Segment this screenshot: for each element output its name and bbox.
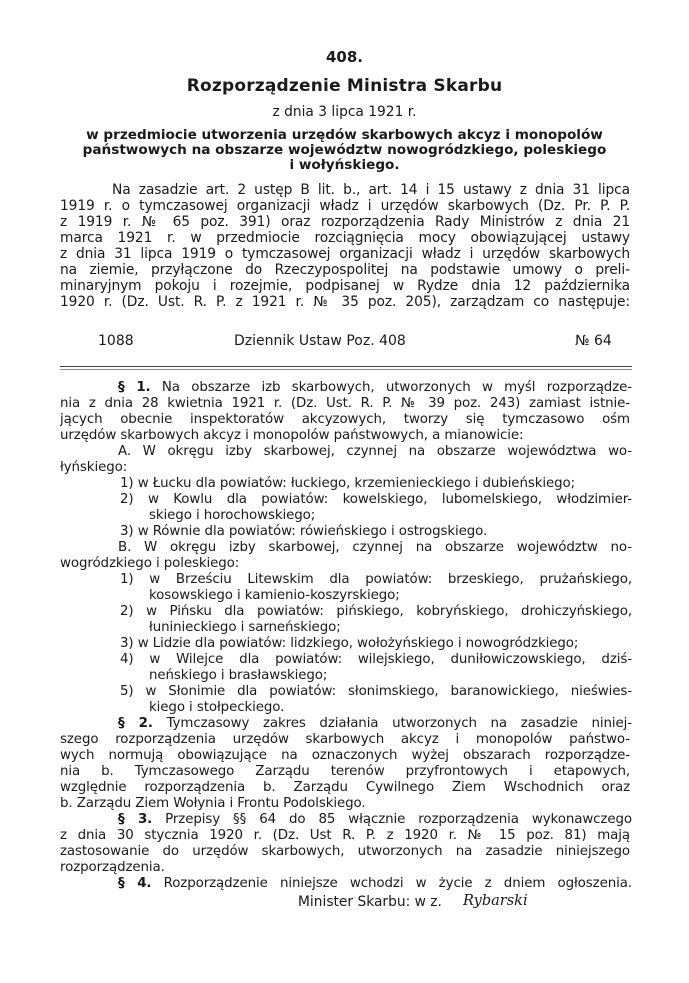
list-item: 3) w Lidzie dla powiatów: lidzkiego, wołożyńskiego i nowogródzkiego; bbox=[120, 636, 579, 651]
body-line: b. Zarządu Ziem Wołynia i Frontu Podolskiego. bbox=[60, 796, 366, 811]
preamble-line: z dnia 31 lipca 1919 o tymczasowej organizacji władz i urzędów skarbowych bbox=[60, 246, 630, 262]
preamble-line: Na zasadzie art. 2 ustęp B lit. b., art. 14 i 15 ustawy z dnia 31 lipca bbox=[112, 182, 630, 198]
section-marker: § 1. bbox=[118, 380, 151, 395]
body-line: zastosowanie do urzędów skarbowych, utworzonych na zasadzie niniejszego bbox=[60, 844, 630, 859]
preamble-line: na ziemie, przyłączone do Rzeczypospolitej na podstawie umowy o preli- bbox=[60, 262, 630, 278]
header-journal-title: Dziennik Ustaw Poz. 408 bbox=[234, 333, 406, 349]
body-line: jących obecnie inspektoratów akcyzowych, tworzy się tymczasowo ośm bbox=[60, 412, 630, 427]
regulation-title: Rozporządzenie Ministra Skarbu bbox=[186, 76, 503, 96]
list-item-continuation: skiego i horochowskiego; bbox=[149, 508, 316, 523]
preamble-line: marca 1921 r. w przedmiocie rozciągnięcia mocy obowiązującej ustawy bbox=[60, 230, 630, 246]
body-line: wych normują obowiązujące na oznaczonych wyżej obszarach rozporządze- bbox=[60, 748, 630, 763]
body-line: A. W okręgu izby skarbowej, czynnej na obszarze województwa wo- bbox=[118, 444, 632, 459]
body-line: łyńskiego: bbox=[60, 460, 128, 475]
list-item-continuation: kiego i stołpeckiego. bbox=[149, 700, 285, 715]
body-line: urzędów skarbowych akcyz i monopolów państwowych, a mianowicie: bbox=[60, 428, 524, 443]
preamble-line: z 1919 r. № 65 poz. 391) oraz rozporządzenia Rady Ministrów z dnia 21 bbox=[60, 214, 630, 230]
preamble-line: 1919 r. o tymczasowej organizacji władz i urzędów skarbowych (Dz. Pr. P. P. bbox=[60, 198, 630, 214]
list-item: 2) w Pińsku dla powiatów: pińskiego, kobryńskiego, drohiczyńskiego, bbox=[120, 604, 632, 619]
subject-line-2: państwowych na obszarze województw nowogródzkiego, poleskiego bbox=[82, 142, 607, 158]
header-page-number: 1088 bbox=[98, 333, 134, 349]
list-item: 2) w Kowlu dla powiatów: kowelskiego, lubomelskiego, włodzimier- bbox=[120, 492, 632, 507]
header-rule bbox=[60, 366, 632, 367]
list-item: 1) w Łucku dla powiatów: łuckiego, krzemienieckiego i dubieńskiego; bbox=[120, 476, 576, 491]
body-line: B. W okręgu izby skarbowej, czynnej na obszarze województw no- bbox=[118, 540, 632, 555]
body-line: wogródzkiego i poleskiego: bbox=[60, 556, 240, 571]
list-item: 1) w Brześciu Litewskim dla powiatów: brzeskiego, prużańskiego, bbox=[120, 572, 632, 587]
signature-name: Rybarski bbox=[463, 893, 528, 909]
body-line: z dnia 30 stycznia 1920 r. (Dz. Ust R. P. z 1920 r. № 15 poz. 81) mają bbox=[60, 828, 630, 843]
section-marker: § 3. bbox=[118, 812, 153, 827]
body-line: § 2. Tymczasowy zakres działania utworzonych na zasadzie niniej- bbox=[118, 716, 632, 731]
subject-line-1: w przedmiocie utworzenia urzędów skarbowych akcyz i monopolów bbox=[86, 127, 603, 143]
body-line: § 3. Przepisy §§ 64 do 85 włącznie rozporządzenia wykonawczego bbox=[118, 812, 632, 827]
list-item: 4) w Wilejce dla powiatów: wilejskiego, duniłowiczowskiego, dziś- bbox=[120, 652, 632, 667]
preamble-line: minaryjnym pokoju i rozejmie, podpisanej w Rydze dnia 12 października bbox=[60, 278, 630, 294]
section-marker: § 4. bbox=[118, 876, 152, 891]
list-item-continuation: kosowskiego i kamienio-koszyrskiego; bbox=[149, 588, 400, 603]
body-line: względnie rozporządzenia b. Zarządu Cywilnego Ziem Wschodnich oraz bbox=[60, 780, 630, 795]
body-line: nia z dnia 28 kwietnia 1921 r. (Dz. Ust. R. P. № 39 poz. 243) zamiast istnie- bbox=[60, 396, 630, 411]
body-line: § 4. Rozporządzenie niniejsze wchodzi w życie z dniem ogłoszenia. bbox=[118, 876, 632, 891]
section-marker: § 2. bbox=[118, 716, 153, 731]
body-line: szego rozporządzenia urzędów skarbowych akcyz i monopolów państwo- bbox=[60, 732, 630, 747]
body-line: rozporządzenia. bbox=[60, 860, 165, 875]
body-line: nia b. Tymczasowego Zarządu terenów przyfrontowych i etapowych, bbox=[60, 764, 630, 779]
signature-role: Minister Skarbu: w z. bbox=[298, 894, 442, 910]
preamble-line: 1920 r. (Dz. Ust. R. P. z 1921 r. № 35 poz. 205), zarządzam co następuje: bbox=[60, 294, 630, 310]
regulation-date: z dnia 3 lipca 1921 r. bbox=[272, 104, 417, 120]
body-line: § 1. Na obszarze izb skarbowych, utworzonych w myśl rozporządze- bbox=[118, 380, 632, 395]
list-item: 5) w Słonimie dla powiatów: słonimskiego, baranowickiego, nieświes- bbox=[120, 684, 632, 699]
page-number: 408. bbox=[325, 48, 363, 66]
list-item-continuation: neńskiego i brasławskiego; bbox=[149, 668, 328, 683]
list-item-continuation: łuninieckiego i sarneńskiego; bbox=[149, 620, 341, 635]
header-issue-number: № 64 bbox=[575, 333, 612, 349]
subject-line-3: i wołyńskiego. bbox=[289, 157, 400, 173]
list-item: 3) w Równie dla powiatów: rówieńskiego i ostrogskiego. bbox=[120, 524, 488, 539]
header-rule-2 bbox=[60, 369, 632, 370]
